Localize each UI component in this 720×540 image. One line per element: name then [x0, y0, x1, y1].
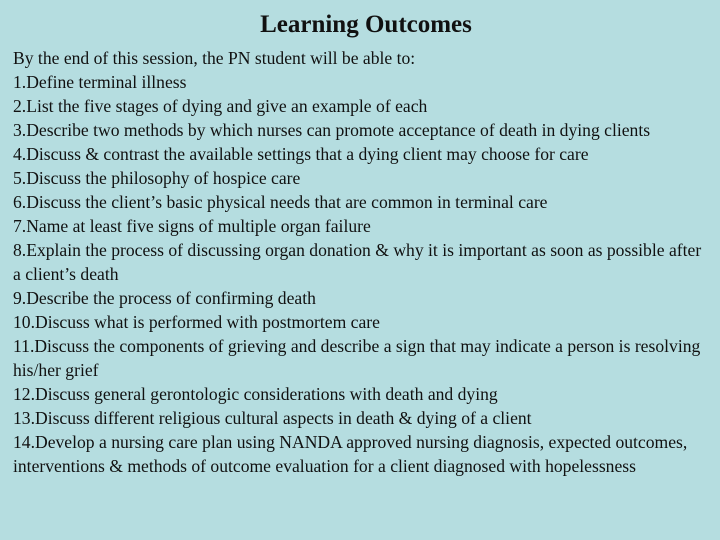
outcome-item-3: 3.Describe two methods by which nurses can promote acceptance of death in dying clients — [13, 120, 651, 140]
outcome-item-9: 9.Describe the process of confirming death — [13, 288, 316, 308]
outcome-item-10: 10.Discuss what is performed with postmortem care — [13, 312, 380, 332]
outcome-item-14: 14.Develop a nursing care plan using NANDA approved nursing diagnosis, expected outcomes, interventions & methods of outcome evaluation for a client diagnosed with hopelessness — [13, 432, 688, 476]
outcome-item-13: 13.Discuss different religious cultural aspects in death & dying of a client — [13, 408, 532, 428]
outcome-item-11: 11.Discuss the components of grieving and describe a sign that may indicate a person is resolving his/her grief — [13, 336, 701, 380]
outcome-item-6: 6.Discuss the client’s basic physical needs that are common in terminal care — [13, 192, 548, 212]
outcome-item-2: 2.List the five stages of dying and give an example of each — [13, 96, 428, 116]
outcome-item-4: 4.Discuss & contrast the available settings that a dying client may choose for care — [13, 144, 589, 164]
outcome-item-8: 8.Explain the process of discussing organ donation & why it is important as soon as possible after a client’s death — [13, 240, 702, 284]
intro-text: By the end of this session, the PN student will be able to: — [13, 48, 416, 68]
outcome-item-1: 1.Define terminal illness — [13, 72, 187, 92]
outcome-item-7: 7.Name at least five signs of multiple organ failure — [13, 216, 371, 236]
slide-body — [13, 46, 713, 478]
slide-title: Learning Outcomes — [260, 11, 472, 38]
outcome-item-5: 5.Discuss the philosophy of hospice care — [13, 168, 301, 188]
outcome-item-12: 12.Discuss general gerontologic considerations with death and dying — [13, 384, 498, 404]
